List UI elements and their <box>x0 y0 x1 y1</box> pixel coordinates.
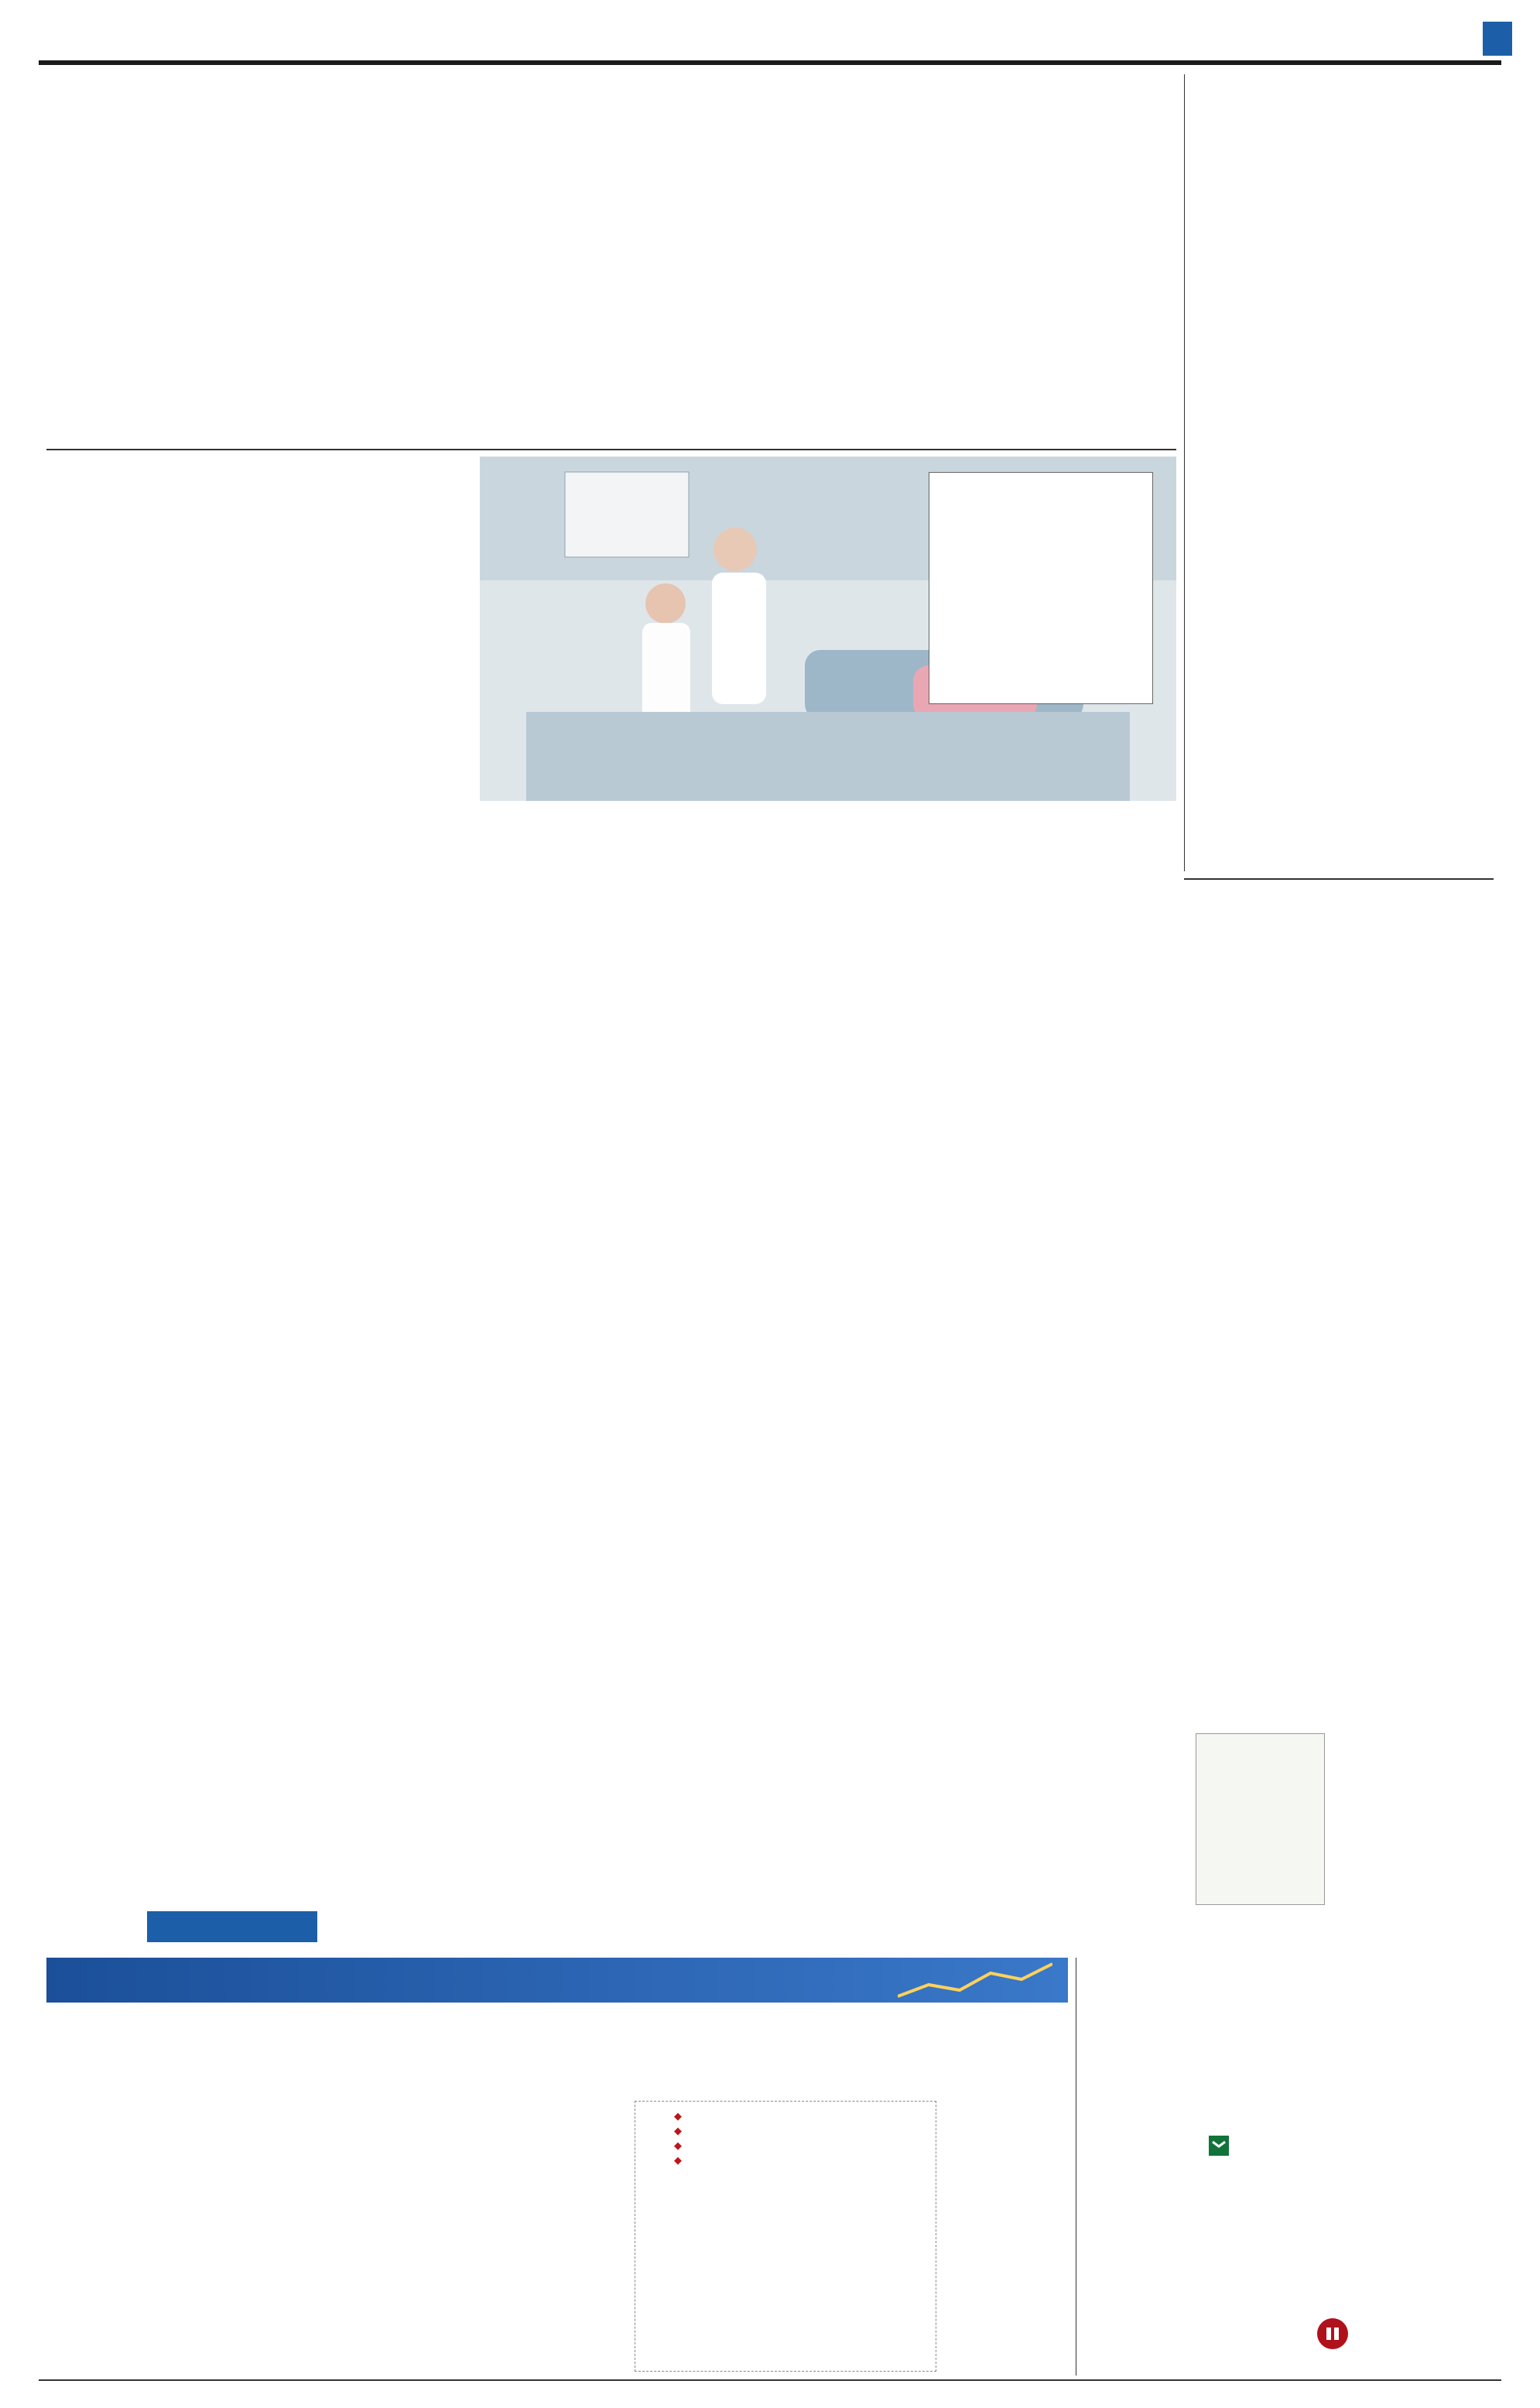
political-col-1 <box>480 901 642 1714</box>
service-headline <box>1424 155 1498 867</box>
check-icon: ◆ <box>674 2155 682 2167</box>
stock-chart-icon <box>898 1958 1052 2003</box>
masthead <box>39 15 1501 60</box>
lead-headline <box>46 74 1169 152</box>
promo-item <box>674 2109 928 2124</box>
gastro-body-1 <box>186 457 472 901</box>
invest-col-2 <box>46 2209 325 2372</box>
footer-rule <box>39 2379 1501 2381</box>
political-col-2 <box>650 901 813 1714</box>
promo-item <box>674 2153 928 2168</box>
health-ad-editor <box>1289 1742 1317 1866</box>
warmth-body-tail <box>1331 1671 1486 1896</box>
gastro-body-2 <box>186 905 472 1292</box>
masthead-rule <box>39 60 1501 65</box>
postal-headline <box>1083 1962 1494 2005</box>
boc-logo-icon <box>1316 2317 1350 2351</box>
boc-body-2 <box>1292 2221 1494 2306</box>
invest-col-3 <box>333 2012 627 2174</box>
gastro-body-5 <box>46 1470 472 1691</box>
postal-items-left <box>1083 2012 1285 2128</box>
gastro-body-3 <box>46 925 178 1288</box>
gastro-body-4 <box>46 1296 472 1466</box>
promo-list <box>674 2109 928 2168</box>
boc-headline <box>1083 2173 1494 2213</box>
service-body <box>1192 147 1416 859</box>
page-number-badge <box>1483 22 1512 56</box>
lead-column-3 <box>635 255 921 445</box>
boc-logo <box>1316 2314 1494 2360</box>
political-col-5 <box>820 1718 1176 1888</box>
boc-body <box>1083 2221 1285 2368</box>
promo-item <box>674 2139 928 2153</box>
political-col-4 <box>998 712 1176 1714</box>
spacer <box>929 1068 952 1069</box>
science-section-tag <box>147 1911 317 1942</box>
gastro-author <box>135 774 159 867</box>
invest-banner <box>46 1958 1068 2003</box>
invest-col-4 <box>333 2178 627 2372</box>
check-icon: ◆ <box>674 2126 682 2137</box>
lead-divider <box>46 449 1176 450</box>
health-ad-title <box>1204 1750 1282 1866</box>
spacer <box>46 2244 47 2245</box>
postal-items-right <box>1292 2012 1494 2128</box>
lead-column-2 <box>341 255 627 445</box>
gastro-byline <box>255 1888 472 1905</box>
lead-column-1 <box>46 255 333 445</box>
lead-column-4 <box>929 255 1176 445</box>
check-icon: ◆ <box>674 2111 682 2122</box>
warmth-body <box>1196 1010 1490 1667</box>
health-column-ad <box>1196 1733 1325 1905</box>
warmth-top-rule <box>1184 878 1494 880</box>
gastro-headline <box>46 472 124 998</box>
huaan-promo-box <box>635 2101 936 2372</box>
political-byline <box>960 1892 1176 1909</box>
invest-col-1 <box>46 2058 325 2205</box>
photo-caption-box <box>929 472 1153 704</box>
invest-col-5 <box>635 2012 936 2097</box>
postal-bank-logo <box>1207 2129 1494 2163</box>
postal-logo-icon <box>1207 2134 1230 2157</box>
warmth-headline <box>1196 894 1490 1002</box>
right-column-rule <box>1184 74 1185 871</box>
check-icon: ◆ <box>674 2140 682 2152</box>
promo-item <box>674 2124 928 2139</box>
political-col-3 <box>820 901 991 1714</box>
gastro-body-6 <box>46 1695 472 1903</box>
